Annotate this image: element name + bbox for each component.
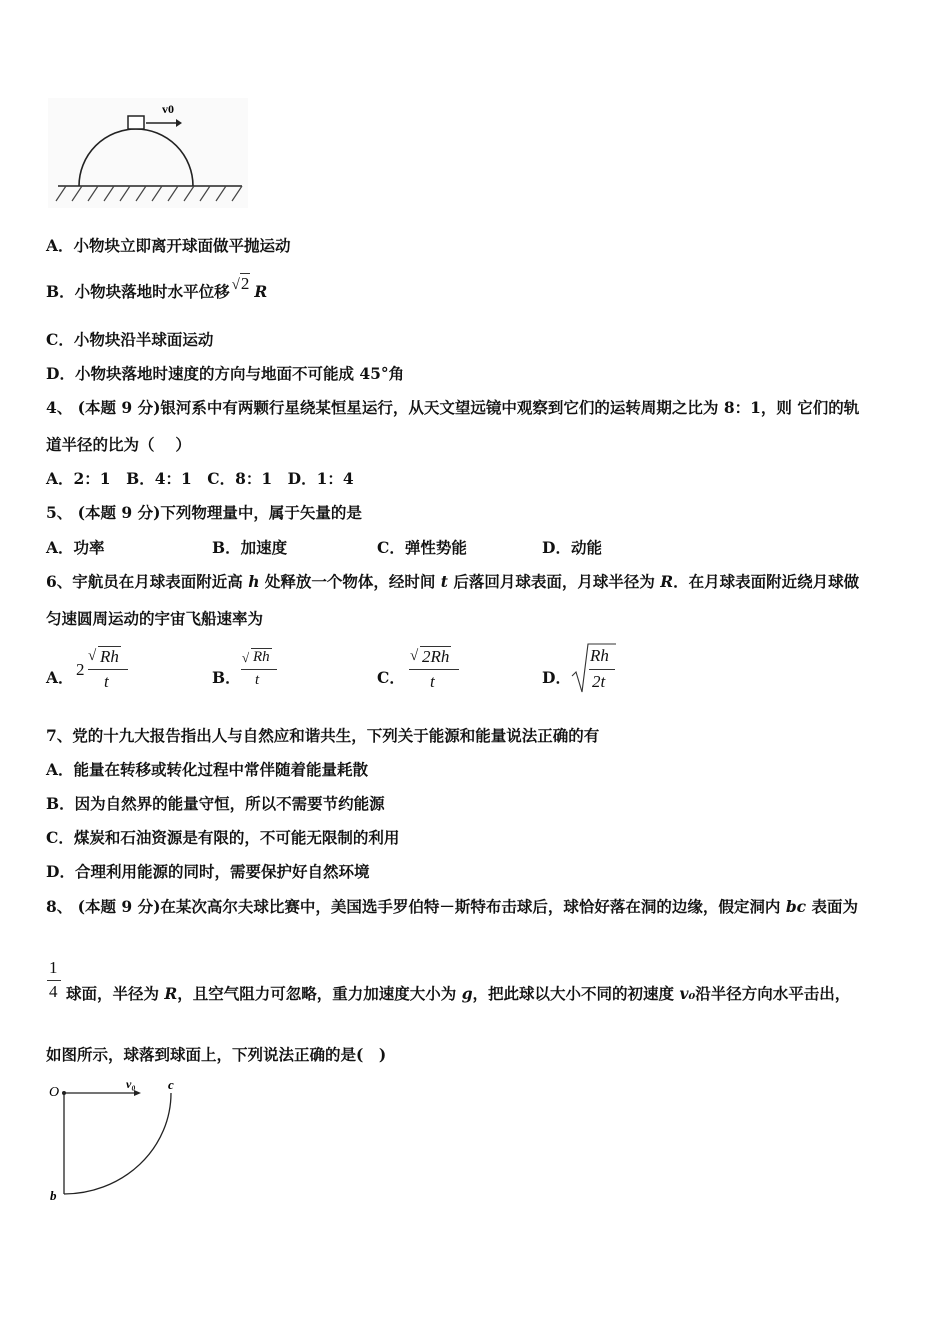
q8-text-a: 8、 (本题 9 分)在某次高尔夫球比赛中，美国选手罗伯特－斯特布击球后，球恰好落在洞的边缘，假定洞内 — [46, 897, 786, 916]
q8-stem-line1 — [46, 897, 858, 917]
q7-stem: 7、党的十九大报告指出人与自然应和谐共生，下列关于能源和能量说法正确的有 — [46, 726, 600, 745]
q6-stem-line1 — [46, 572, 859, 592]
q6-option-a-formula: 2 √ Rh t — [76, 646, 136, 694]
q5-option-c: C．弹性势能 — [377, 538, 467, 557]
q8-text-b: 表面为 — [806, 897, 859, 916]
q3-option-b-r: R — [254, 282, 268, 301]
q5-option-d: D．动能 — [542, 538, 602, 557]
q6-option-d-formula — [570, 642, 620, 696]
q3-option-a: A．小物块立即离开球面做平抛运动 — [46, 236, 291, 255]
q6-c-num: 2Rh — [422, 647, 450, 666]
q7-option-b: B．因为自然界的能量守恒，所以不需要节约能源 — [46, 794, 385, 813]
q6-text-d: ．在月球表面附近绕月球做 — [673, 572, 860, 591]
q4-stem-line2: 道半径的比为（ ） — [46, 435, 191, 454]
quarter-sphere-figure — [44, 1074, 194, 1210]
q7-option-c: C．煤炭和石油资源是有限的，不可能无限制的利用 — [46, 828, 400, 847]
q6-text-a: 6、宇航员在月球表面附近高 — [46, 572, 249, 591]
fig2-c-label: c — [168, 1077, 174, 1092]
q6-r: R — [660, 572, 674, 591]
q5-option-a: A．功率 — [46, 538, 105, 557]
q8-frac-num: 1 — [49, 958, 58, 977]
q8-r: R — [164, 984, 178, 1003]
q5-option-b: B．加速度 — [212, 538, 288, 557]
q8-stem-line2 — [66, 984, 850, 1004]
sqrt-2: √2 — [231, 274, 250, 293]
q6-a-num: Rh — [100, 647, 119, 666]
q6-option-b-label: B． — [212, 668, 241, 687]
q7-option-a: A．能量在转移或转化过程中常伴随着能量耗散 — [46, 760, 369, 779]
q5-stem: 5、 (本题 9 分)下列物理量中，属于矢量的是 — [46, 503, 362, 522]
sqrt-2-radicand: 2 — [240, 274, 250, 293]
q6-stem-line2: 匀速圆周运动的宇宙飞船速率为 — [46, 609, 264, 628]
v0-label: v0 — [162, 102, 174, 116]
q6-d-num: Rh — [590, 646, 609, 665]
q8-v0: v₀ — [679, 984, 696, 1003]
q8-bc: bc — [785, 897, 807, 916]
q3-option-b — [46, 274, 268, 303]
q8-text-e: ，把此球以大小不同的初速度 — [472, 984, 680, 1003]
q3-option-c: C．小物块沿半球面运动 — [46, 330, 214, 349]
q6-text-b: 处释放一个物体，经时间 — [259, 572, 441, 591]
q8-frac-den: 4 — [49, 982, 58, 1001]
q6-option-c-formula: √ 2Rh t — [408, 646, 468, 694]
q6-option-d-label: D． — [542, 668, 571, 687]
q6-option-b-formula: √ Rh t — [240, 648, 286, 694]
fig2-b-label: b — [50, 1188, 57, 1203]
q8-quarter-fraction — [46, 958, 64, 1004]
fig2-v0-label: v₀ — [126, 1077, 136, 1091]
q4-options: A．2：1 B．4：1 C．8：1 D．1：4 — [46, 469, 354, 488]
q4-stem-line1: 4、 (本题 9 分)银河系中有两颗行星绕某恒星运行，从天文望远镜中观察到它们的运转周期之比为 8：1，则 它们的轨 — [46, 398, 860, 417]
q3-option-d: D．小物块落地时速度的方向与地面不可能成 45°角 — [46, 364, 405, 383]
q6-d-den: 2t — [592, 672, 606, 691]
q6-a-coef: 2 — [76, 660, 85, 679]
q6-c-den: t — [430, 672, 435, 691]
q6-b-num: Rh — [253, 649, 270, 665]
q8-text-f: 沿半径方向水平击出， — [695, 984, 851, 1003]
q7-option-d: D．合理利用能源的同时，需要保护好自然环境 — [46, 862, 370, 881]
q3-option-b-text: B．小物块落地时水平位移 — [46, 282, 230, 301]
q6-b-den: t — [255, 672, 260, 688]
q8-stem-line3: 如图所示，球落到球面上，下列说法正确的是( ) — [46, 1045, 387, 1064]
q8-g: g — [461, 984, 473, 1003]
hemisphere-figure — [48, 98, 248, 208]
fig2-o-label: O — [49, 1085, 60, 1100]
q6-option-c-label: C． — [377, 668, 405, 687]
q6-h: h — [248, 572, 260, 591]
q6-a-den: t — [104, 672, 109, 691]
q8-text-d: ，且空气阻力可忽略，重力加速度大小为 — [177, 984, 462, 1003]
q8-text-c: 球面，半径为 — [66, 984, 165, 1003]
q6-text-c: 后落回月球表面，月球半径为 — [447, 572, 661, 591]
q6-option-a-label: A． — [46, 668, 74, 687]
q6-t: t — [440, 572, 448, 591]
